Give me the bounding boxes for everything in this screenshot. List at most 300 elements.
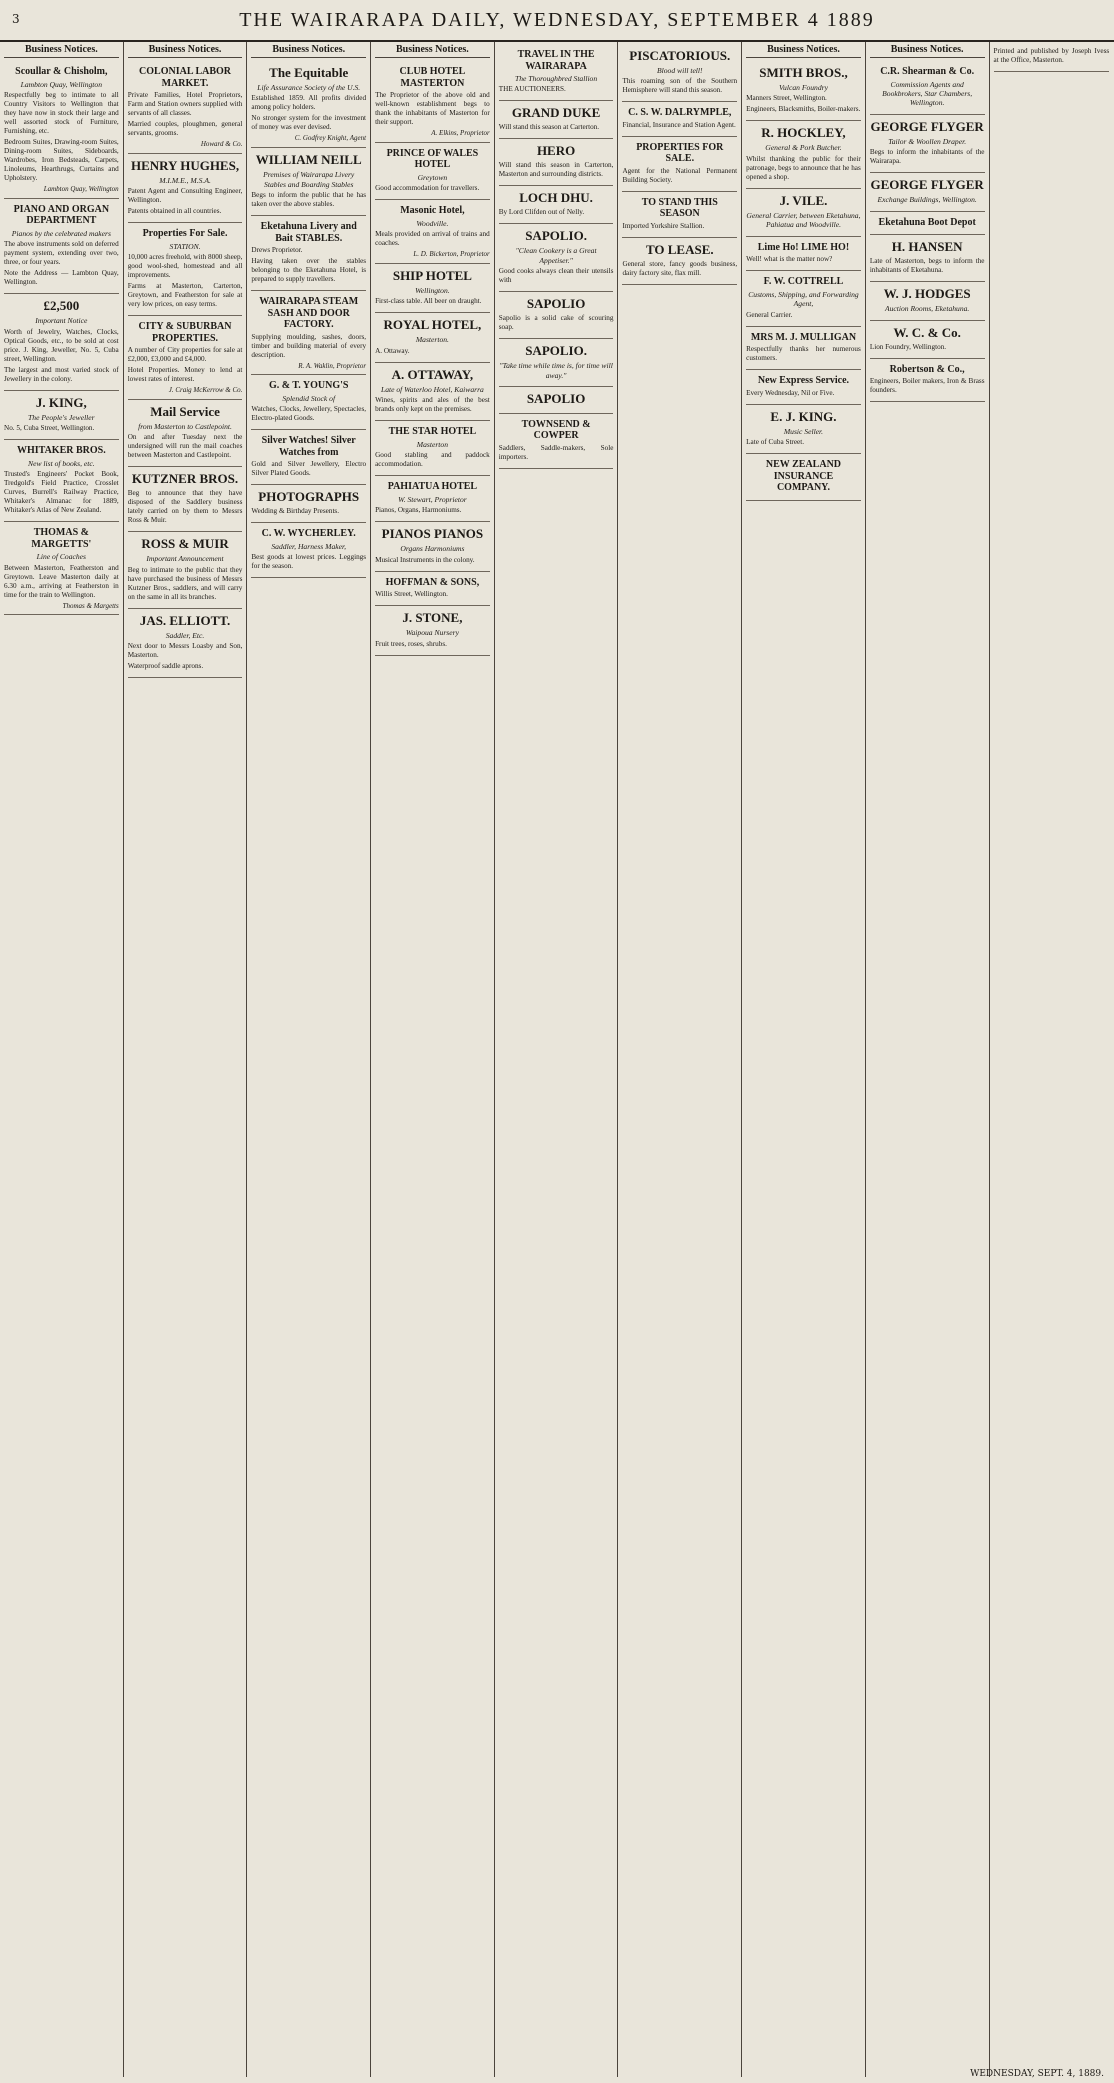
- ad-subtitle: "Clean Cookery is a Great Appetiser.": [515, 246, 597, 265]
- ad-title: THE STAR HOTEL: [388, 426, 477, 438]
- ad-title: C. W. WYCHERLEY.: [261, 528, 356, 540]
- ad-signature: C. Godfrey Knight, Agent: [294, 134, 367, 143]
- advertisement: [870, 212, 985, 236]
- ad-title: PAHIATUA HOTEL: [387, 481, 478, 493]
- ad-signature: Thomas & Margetts: [62, 601, 119, 610]
- ad-paragraph: The Proprietor of the above old and well-known establishment begs to thank the inhabitants of Masterton for their support.: [375, 91, 490, 126]
- ad-paragraph: Well! what is the matter now?: [746, 255, 833, 264]
- ad-title: SAPOLIO: [526, 296, 586, 312]
- advertisement: [128, 316, 243, 400]
- ad-paragraph: Patent Agent and Consulting Engineer, Wellington.: [127, 187, 243, 205]
- ad-body: [4, 240, 119, 287]
- ad-paragraph: Saddlers, Saddle-makers, Sole importers.: [498, 443, 614, 461]
- ad-title: Masonic Hotel,: [400, 205, 465, 217]
- column-4: [371, 42, 495, 2077]
- column-heading: Business Notices.: [870, 44, 985, 58]
- advertisement: [746, 271, 861, 326]
- ad-title: PRINCE OF WALES HOTEL: [386, 147, 479, 171]
- advertisement: [128, 532, 243, 608]
- ad-paragraph: THE AUCTIONEERS.: [498, 85, 566, 94]
- ad-subtitle: Greytown: [417, 172, 448, 182]
- ad-paragraph: Married couples, ploughmen, general servants, grooms.: [127, 120, 243, 137]
- ad-paragraph: Pianos, Organs, Harmoniums.: [375, 506, 462, 515]
- ad-paragraph: Watches, Clocks, Jewellery, Spectacles, Electro-plated Goods.: [251, 405, 367, 423]
- ad-title: ROSS & MUIR: [141, 536, 229, 552]
- ad-paragraph: The largest and most varied stock of Jewellery in the colony.: [4, 365, 119, 383]
- ad-body: [128, 346, 243, 384]
- ad-title: H. HANSEN: [891, 239, 963, 255]
- ad-subtitle: Lambton Quay, Wellington: [20, 79, 103, 89]
- ad-subtitle: New list of books, etc.: [28, 458, 95, 468]
- ad-body: [375, 590, 490, 599]
- newspaper-title: THE WAIRARAPA DAILY, WEDNESDAY, SEPTEMBER 4 1889: [239, 8, 875, 31]
- column-heading: Business Notices.: [251, 44, 366, 58]
- advertisement: [128, 400, 243, 467]
- ad-subtitle: "Take time while time is, for time will away.": [499, 361, 613, 380]
- advertisement: [4, 294, 119, 390]
- ad-paragraph: Engineers, Blacksmiths, Boiler-makers.: [746, 105, 861, 114]
- ad-body: [499, 314, 614, 332]
- advertisement: [128, 61, 243, 154]
- advertisement: [251, 485, 366, 523]
- advertisement: [375, 421, 490, 476]
- ad-body: [746, 255, 861, 264]
- ad-title: SAPOLIO: [526, 391, 586, 407]
- advertisement: [499, 44, 614, 101]
- ad-subtitle: Line of Coaches: [36, 552, 87, 562]
- ad-body: [375, 297, 490, 306]
- advertisement: [499, 414, 614, 469]
- ad-title: KUTZNER BROS.: [131, 471, 239, 487]
- advertisement: [746, 61, 861, 121]
- ad-title: HOFFMAN & SONS,: [385, 576, 480, 588]
- advertisement: [375, 476, 490, 522]
- ad-paragraph: Private Families, Hotel Proprietors, Farm and Station owners supplied with servants of all classes.: [127, 91, 243, 117]
- ad-body: [499, 444, 614, 462]
- ad-subtitle: Waipoua Nursery: [405, 628, 459, 638]
- ad-signature: R. A. Waklin, Proprietor: [298, 361, 367, 370]
- advertisement: [375, 61, 490, 143]
- ad-title: G. & T. YOUNG'S: [268, 380, 349, 392]
- advertisement: [994, 44, 1110, 72]
- ad-subtitle: Splendid Stock of: [282, 393, 336, 403]
- advertisement: [870, 359, 985, 403]
- ad-title: C. S. W. DALRYMPLE,: [628, 107, 732, 119]
- ad-paragraph: Late of Cuba Street.: [746, 438, 805, 447]
- ad-paragraph: Will stand this season in Carterton, Masterton and surrounding districts.: [498, 161, 614, 179]
- ad-subtitle: General Carrier, between Eketahuna, Pahiatua and Woodville.: [746, 210, 861, 230]
- ad-body: [251, 507, 366, 516]
- ad-title: TO STAND THIS SEASON: [641, 196, 718, 220]
- ad-title: W. C. & Co.: [893, 324, 961, 340]
- ad-title: ROYAL HOTEL,: [383, 317, 482, 333]
- advertisement: [4, 440, 119, 522]
- advertisement: [251, 523, 366, 578]
- ad-paragraph: No. 5, Cuba Street, Wellington.: [4, 424, 95, 433]
- ad-body: [870, 148, 985, 166]
- column-7: [742, 42, 866, 2077]
- ad-body: [251, 94, 366, 132]
- ad-signature: Howard & Co.: [200, 140, 243, 148]
- ad-title: A. OTTAWAY,: [391, 366, 474, 382]
- advertisement: [499, 186, 614, 224]
- ad-body: [622, 77, 737, 95]
- ad-title: SAPOLIO.: [525, 343, 587, 359]
- ad-title: Silver Watches! Silver Watches from: [261, 435, 356, 458]
- ad-paragraph: Between Masterton, Featherston and Greytown. Leave Masterton daily at 6.30 a.m., arriving at Featherston in time for the train to Wellington.: [4, 563, 119, 599]
- ad-subtitle: Music Seller.: [783, 426, 824, 436]
- ad-paragraph: Wedding & Birthday Presents.: [251, 507, 340, 516]
- ad-body: [375, 347, 490, 356]
- ad-title: PIANOS PIANOS: [381, 526, 484, 542]
- ad-subtitle: Masterton.: [415, 335, 449, 345]
- column-6: [618, 42, 742, 2077]
- advertisement: [746, 405, 861, 454]
- advertisement: [499, 139, 614, 186]
- ad-title: £2,500: [43, 298, 80, 314]
- ad-title: Lime Ho! LIME HO!: [757, 241, 850, 253]
- ad-body: [4, 470, 119, 515]
- ad-body: [375, 396, 490, 414]
- ad-title: R. HOCKLEY,: [761, 125, 846, 141]
- ad-paragraph: Drews Proprietor.: [251, 246, 303, 255]
- advertisement: [128, 609, 243, 678]
- ad-subtitle: General & Pork Butcher.: [765, 143, 842, 153]
- ad-paragraph: The above instruments sold on deferred payment system, extending over two, three, or four years.: [4, 240, 119, 267]
- columns-container: [0, 42, 1114, 2077]
- ad-body: [622, 121, 737, 130]
- advertisement: [251, 61, 366, 148]
- advertisement: [251, 291, 366, 375]
- ad-title: TO LEASE.: [645, 241, 714, 257]
- advertisement: [375, 264, 490, 313]
- ad-title: Mail Service: [150, 403, 220, 419]
- ad-body: [622, 260, 737, 278]
- column-9: [990, 42, 1114, 2077]
- ad-title: TOWNSEND & COWPER: [521, 418, 591, 442]
- ad-title: W. J. HODGES: [883, 286, 971, 302]
- advertisement: [746, 237, 861, 272]
- ad-paragraph: Willis Street, Wellington.: [375, 590, 448, 599]
- ad-signature: Lambton Quay, Wellington: [43, 184, 119, 193]
- advertisement: [746, 327, 861, 371]
- ad-subtitle: Wellington.: [415, 285, 450, 295]
- ad-body: [4, 328, 119, 384]
- ad-title: HENRY HUGHES,: [130, 157, 240, 173]
- ad-title: WHITAKER BROS.: [16, 445, 106, 457]
- ad-paragraph: Will stand this season at Carterton.: [498, 123, 600, 132]
- ad-body: [870, 377, 985, 395]
- ad-title: Robertson & Co.,: [889, 363, 965, 375]
- ad-title: C.R. Shearman & Co.: [880, 66, 975, 77]
- advertisement: [746, 189, 861, 237]
- advertisement: [870, 321, 985, 359]
- ad-body: [251, 553, 366, 571]
- ad-body: [128, 566, 243, 602]
- ad-paragraph: Farms at Masterton, Carterton, Greytown, and Featherston for sale at very low prices, on easy terms.: [127, 282, 243, 309]
- ad-subtitle: Masterton: [416, 439, 449, 449]
- ad-title: PIANO AND ORGAN DEPARTMENT: [13, 203, 110, 227]
- ad-body: [499, 267, 614, 285]
- ad-body: [251, 191, 366, 209]
- ad-body: [499, 85, 614, 94]
- advertisement: [4, 61, 119, 199]
- ad-paragraph: No stronger system for the investment of money was ever devised.: [251, 114, 367, 132]
- ad-paragraph: Begs to inform the inhabitants of the Wairarapa.: [869, 148, 985, 166]
- ad-body: [870, 257, 985, 275]
- ad-body: [746, 311, 861, 320]
- ad-paragraph: Manners Street, Wellington.: [746, 94, 827, 103]
- ad-title: SHIP HOTEL: [392, 267, 472, 283]
- masthead: [0, 0, 1114, 42]
- ad-paragraph: Trusted's Engineers' Pocket Book, Tredgold's Field Practice, Crosslet Curves, Burrell's Railway Practice, Whitaker's Almanac for 1889, Whitaker's Atlas of New Zealand.: [4, 470, 119, 515]
- advertisement: [375, 200, 490, 264]
- ad-title: HERO: [536, 143, 576, 159]
- advertisement: [622, 137, 737, 192]
- ad-body: [251, 333, 366, 360]
- advertisement: [251, 375, 366, 430]
- ad-paragraph: Good accommodation for travellers.: [375, 184, 480, 193]
- advertisement: [499, 339, 614, 387]
- ad-title: PHOTOGRAPHS: [258, 489, 360, 505]
- ad-paragraph: 10,000 acres freehold, with 8000 sheep, good wool-shed, homestead and all improvements.: [127, 253, 243, 280]
- ad-title: Scoullar & Chisholm,: [15, 66, 108, 77]
- ad-body: [870, 343, 985, 352]
- advertisement: [251, 216, 366, 291]
- advertisement: [375, 313, 490, 362]
- ad-title: LOCH DHU.: [519, 190, 593, 206]
- ad-title: J. KING,: [35, 394, 87, 410]
- ad-subtitle: from Masterton to Castlepoint.: [138, 421, 232, 431]
- ad-paragraph: Respectfully beg to intimate to all Country Visitors to Wellington that they have now in stock their large and well assorted stock of Furniture, Furnishing, etc.: [4, 90, 119, 135]
- ad-body: [375, 184, 490, 193]
- advertisement: [499, 224, 614, 292]
- ad-body: [994, 47, 1110, 65]
- advertisement: [622, 44, 737, 102]
- ad-paragraph: Established 1859. All profits divided among policy holders.: [251, 94, 367, 112]
- ad-paragraph: Every Wednesday, Nil or Five.: [746, 388, 835, 397]
- ad-paragraph: Patents obtained in all countries.: [127, 207, 222, 216]
- advertisement: [870, 173, 985, 211]
- ad-paragraph: Respectfully thanks her numerous customers.: [746, 345, 861, 363]
- page-number: 3: [12, 12, 20, 26]
- ad-body: [746, 155, 861, 182]
- advertisement: [375, 572, 490, 607]
- ad-paragraph: Having taken over the stables belonging to the Eketahuna Hotel, is prepared to supply travellers.: [251, 257, 367, 284]
- ad-title: MRS M. J. MULLIGAN: [750, 331, 857, 343]
- ad-signature: A. Elkins, Proprietor: [431, 129, 490, 137]
- ad-body: [251, 460, 366, 478]
- ad-title: Eketahuna Livery and Bait STABLES.: [260, 221, 357, 244]
- advertisement: [870, 61, 985, 115]
- ad-title: NEW ZEALAND INSURANCE COMPANY.: [765, 459, 842, 494]
- advertisement: [128, 154, 243, 223]
- column-heading: Business Notices.: [4, 44, 119, 58]
- ad-title: JAS. ELLIOTT.: [139, 612, 231, 628]
- ad-paragraph: Imported Yorkshire Stallion.: [622, 221, 705, 230]
- ad-paragraph: Sapolio is a solid cake of scouring soap.: [498, 314, 614, 332]
- ad-paragraph: General store, fancy goods business, dairy factory site, flax mill.: [622, 259, 738, 277]
- ad-paragraph: Waterproof saddle aprons.: [127, 662, 204, 671]
- ad-paragraph: Begs to inform the public that he has taken over the above stables.: [251, 191, 367, 209]
- advertisement: [870, 235, 985, 282]
- ad-body: [4, 424, 119, 433]
- ad-title: GEORGE FLYGER: [870, 118, 984, 134]
- ad-paragraph: Good stabling and paddock accommodation.: [375, 451, 490, 469]
- ad-body: [375, 640, 490, 649]
- ad-title: WAIRARAPA STEAM SASH AND DOOR FACTORY.: [259, 296, 359, 331]
- advertisement: [251, 430, 366, 485]
- advertisement: [622, 102, 737, 137]
- ad-subtitle: The People's Jeweller: [28, 412, 95, 422]
- ad-title: Properties For Sale.: [142, 228, 228, 240]
- ad-body: [746, 389, 861, 398]
- column-8: [866, 42, 990, 2077]
- ad-subtitle: Pianos by the celebrated makers: [11, 228, 111, 238]
- ad-body: [4, 564, 119, 600]
- advertisement: [746, 121, 861, 188]
- ad-title: SAPOLIO.: [525, 228, 587, 244]
- ad-paragraph: Beg to intimate to the public that they have purchased the business of Messrs Kutzner Bros., saddlers, and will carry on the same in all its branches.: [127, 565, 243, 601]
- ad-body: [499, 161, 614, 179]
- advertisement: [4, 199, 119, 294]
- advertisement: [375, 606, 490, 655]
- ad-paragraph: Beg to announce that they have disposed of the Saddlery business lately carried on by them to Messrs Ross & Muir.: [127, 489, 243, 525]
- ad-paragraph: Whilst thanking the public for their patronage, begs to announce that he has opened a shop.: [746, 154, 861, 181]
- advertisement: [4, 522, 119, 615]
- ad-title: THOMAS & MARGETTS': [31, 527, 92, 550]
- column-heading: Business Notices.: [375, 44, 490, 58]
- ad-body: [128, 91, 243, 138]
- ad-title: New Express Service.: [757, 375, 850, 387]
- ad-body: [375, 230, 490, 248]
- advertisement: [870, 282, 985, 320]
- ad-title: CLUB HOTEL MASTERTON: [399, 66, 466, 89]
- column-1: [0, 42, 124, 2077]
- ad-paragraph: Financial, Insurance and Station Agent.: [622, 120, 736, 129]
- ad-subtitle: Auction Rooms, Eketahuna.: [884, 304, 970, 314]
- ad-paragraph: Best goods at lowest prices. Leggings for the season.: [251, 553, 367, 571]
- advertisement: [375, 363, 490, 421]
- advertisement: [746, 370, 861, 405]
- ad-title: Eketahuna Boot Depot: [878, 216, 976, 228]
- ad-body: [746, 94, 861, 114]
- ad-paragraph: Musical Instruments in the colony.: [375, 555, 475, 564]
- ad-subtitle: Late of Waterloo Hotel, Kaiwarra: [380, 384, 484, 394]
- ad-title: J. VILE.: [779, 192, 828, 208]
- ad-subtitle: Woodville.: [416, 218, 449, 228]
- column-5: [495, 42, 619, 2077]
- ad-paragraph: A. Ottaway.: [375, 346, 410, 355]
- ad-title: PROPERTIES FOR SALE.: [636, 141, 724, 165]
- advertisement: [128, 467, 243, 532]
- ad-title: CITY & SUBURBAN PROPERTIES.: [138, 321, 232, 344]
- ad-title: GRAND DUKE: [511, 105, 601, 121]
- ad-body: [128, 433, 243, 460]
- ad-title: The Equitable: [269, 65, 349, 80]
- ad-paragraph: Hotel Properties. Money to lend at lowest rates of interest.: [127, 366, 243, 384]
- ad-title: TRAVEL IN THE WAIRARAPA: [517, 49, 595, 72]
- ad-paragraph: Fruit trees, roses, shrubs.: [375, 639, 447, 648]
- ad-title: GEORGE FLYGER: [870, 177, 984, 193]
- column-heading: Business Notices.: [128, 44, 243, 58]
- ad-subtitle: Organs Harmoniums: [400, 544, 465, 554]
- advertisement: [499, 292, 614, 339]
- ad-subtitle: Customs, Shipping, and Forwarding Agent,: [748, 289, 859, 309]
- advertisement: [499, 101, 614, 139]
- ad-subtitle: Important Announcement: [146, 554, 224, 564]
- advertisement: [870, 115, 985, 173]
- advertisement: [4, 391, 119, 440]
- ad-signature: L. D. Bickerton, Proprietor: [413, 250, 490, 259]
- ad-paragraph: General Carrier.: [746, 310, 793, 319]
- ad-paragraph: Engineers, Boiler makers, Iron & Brass founders.: [869, 377, 985, 395]
- ad-subtitle: W. Stewart, Proprietor: [398, 494, 467, 504]
- ad-title: SMITH BROS.,: [759, 65, 848, 80]
- ad-paragraph: Good cooks always clean their utensils with: [498, 267, 614, 285]
- ad-subtitle: Life Assurance Society of the U.S.: [257, 82, 361, 92]
- ad-subtitle: Commission Agents and Bookbrokers, Star Chambers, Wellington.: [882, 79, 973, 108]
- ad-title: J. STONE,: [402, 610, 463, 626]
- ad-paragraph: Note the Address — Lambton Quay, Wellington.: [4, 269, 119, 287]
- ad-body: [251, 405, 366, 423]
- ad-paragraph: Late of Masterton, begs to inform the inhabitants of Eketahuna.: [869, 257, 985, 275]
- advertisement: [375, 522, 490, 571]
- ad-paragraph: Agent for the National Permanent Building Society.: [622, 166, 738, 184]
- ad-paragraph: Bedroom Suites, Drawing-room Suites, Dining-room Suites, Sideboards, Wardrobes, Iron Bedsteads, Carpets, Linoleums, Hearthrugs, Curtains and Upholstery.: [4, 137, 119, 182]
- ad-body: [746, 345, 861, 363]
- ad-body: [4, 91, 119, 183]
- ad-title: WILLIAM NEILL: [255, 152, 362, 168]
- column-heading: Business Notices.: [746, 44, 861, 58]
- ad-subtitle: Saddler, Harness Maker,: [271, 541, 347, 551]
- advertisement: [128, 223, 243, 316]
- ad-subtitle: STATION.: [169, 241, 201, 251]
- ad-body: [251, 246, 366, 284]
- ad-paragraph: Supplying moulding, sashes, doors, timber and building material of every description.: [251, 332, 367, 359]
- ad-subtitle: Important Notice: [35, 316, 88, 326]
- ad-body: [622, 167, 737, 185]
- ad-signature: J. Craig McKerrow & Co.: [168, 386, 243, 395]
- ad-paragraph: First-class table. All beer on draught.: [375, 297, 482, 306]
- ad-paragraph: Meals provided on arrival of trains and coaches.: [375, 230, 490, 248]
- ad-body: [499, 208, 614, 217]
- ad-title: E. J. KING.: [770, 408, 837, 424]
- ad-title: COLONIAL LABOR MARKET.: [139, 66, 232, 89]
- ad-paragraph: This roaming son of the Southern Hemisphere will stand this season.: [622, 77, 738, 95]
- advertisement: [622, 192, 737, 238]
- ad-body: [128, 642, 243, 671]
- ad-paragraph: Printed and published by Joseph Ivess at the Office, Masterton.: [993, 47, 1110, 64]
- ad-body: [375, 556, 490, 565]
- ad-paragraph: On and after Tuesday next the undersigned will run the mail coaches between Masterton and Castlepoint.: [127, 433, 243, 460]
- advertisement: [499, 387, 614, 414]
- advertisement: [251, 148, 366, 216]
- ad-paragraph: Next door to Messrs Loasby and Son, Masterton.: [127, 642, 243, 660]
- ad-title: F. W. COTTRELL: [763, 276, 844, 288]
- ad-body: [128, 489, 243, 525]
- ad-body: [375, 91, 490, 127]
- ad-paragraph: Worth of Jewelry, Watches, Clocks, Optical Goods, etc., to be sold at cost price. J. King, Jeweller, No. 5, Cuba street, Wellington.: [4, 327, 119, 363]
- ad-paragraph: Lion Foundry, Wellington.: [869, 342, 947, 351]
- ad-subtitle: Premises of Wairarapa Livery Stables and Boarding Stables: [263, 170, 355, 189]
- ad-body: [128, 253, 243, 309]
- ad-subtitle: The Thoroughbred Stallion: [515, 74, 598, 83]
- ad-body: [499, 123, 614, 132]
- ad-paragraph: Wines, spirits and ales of the best brands only kept on the premises.: [375, 396, 490, 414]
- ad-body: [746, 438, 861, 447]
- ad-title: PISCATORIOUS.: [629, 48, 731, 63]
